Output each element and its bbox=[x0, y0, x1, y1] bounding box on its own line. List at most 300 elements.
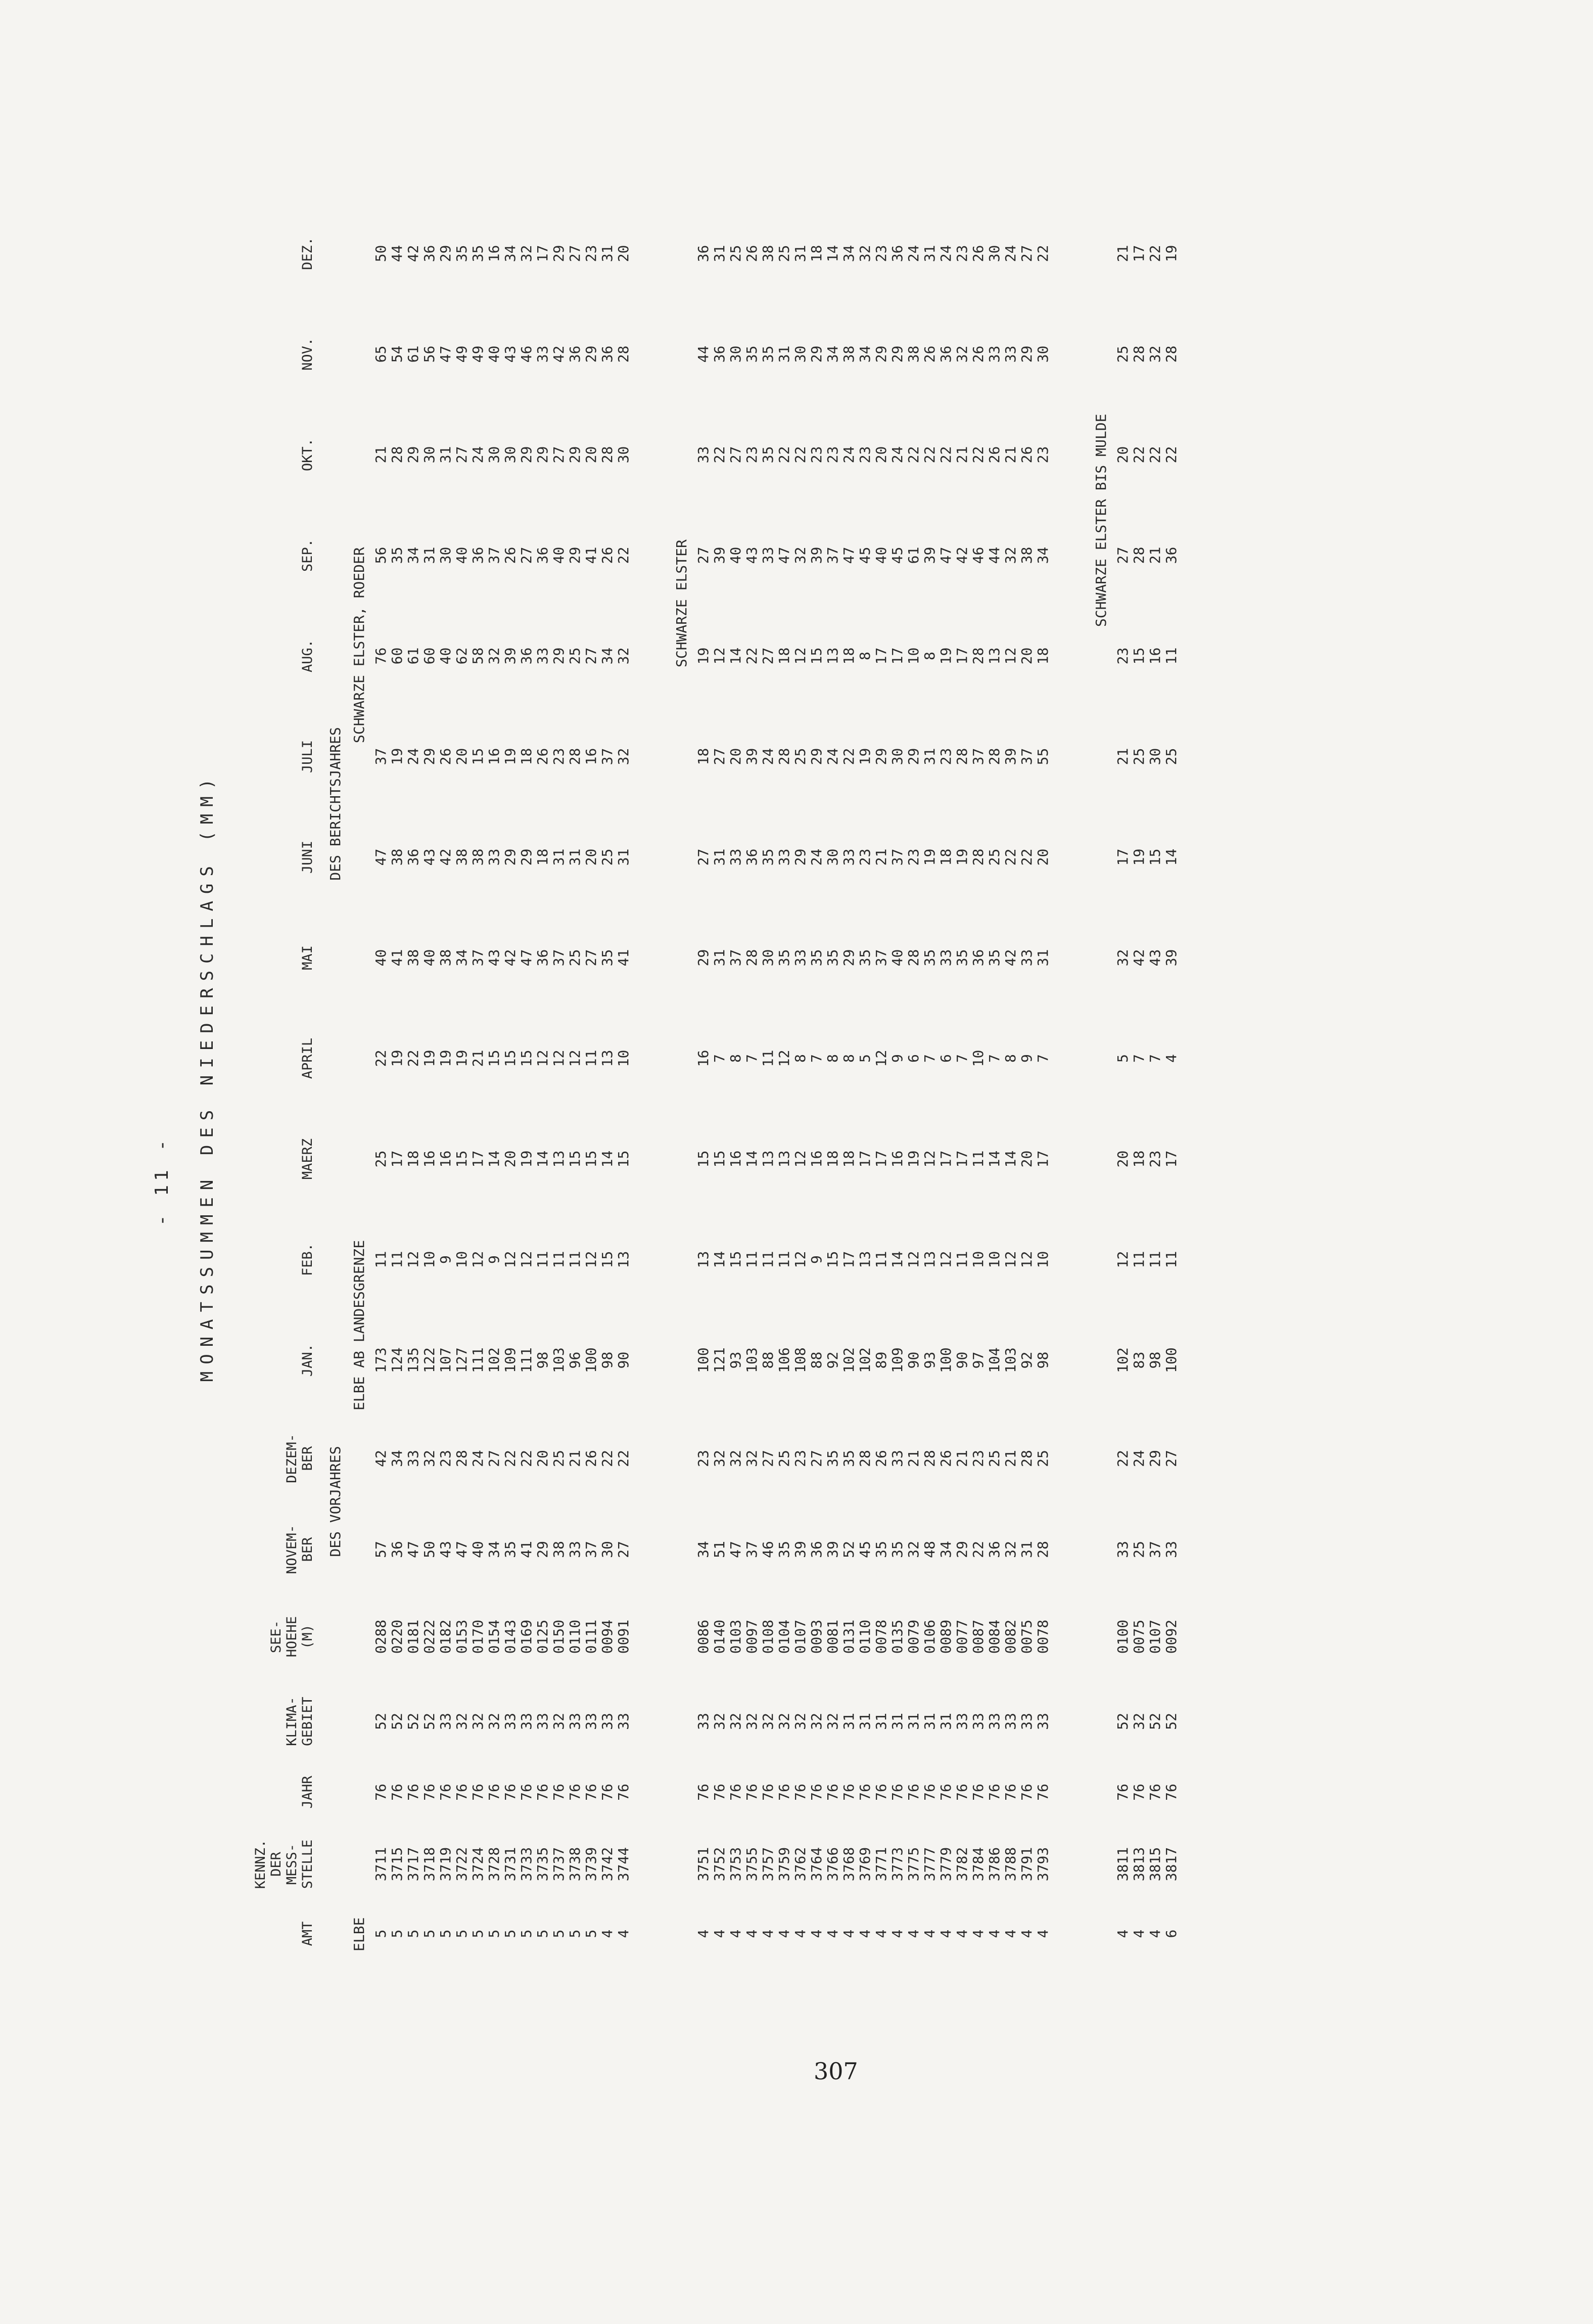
cell-jan: 104 bbox=[986, 1347, 1003, 1373]
cell-april: 7 bbox=[1147, 1054, 1163, 1063]
cell-dez-prev: 22 bbox=[1114, 1450, 1131, 1467]
cell-sep: 26 bbox=[502, 546, 519, 564]
table-row bbox=[438, 147, 454, 1962]
cell-jahr: 76 bbox=[421, 1784, 438, 1801]
cell-nov: 36 bbox=[711, 345, 728, 363]
cell-jan: 90 bbox=[954, 1351, 970, 1369]
cell-aug: 12 bbox=[711, 647, 728, 665]
cell-jan: 107 bbox=[437, 1347, 454, 1373]
cell-dez: 36 bbox=[421, 245, 438, 262]
cell-jahr: 76 bbox=[727, 1784, 744, 1801]
cell-jan: 111 bbox=[470, 1347, 486, 1373]
cell-sep: 46 bbox=[970, 546, 987, 564]
cell-jahr: 76 bbox=[389, 1784, 405, 1801]
cell-mai: 40 bbox=[421, 949, 438, 967]
cell-juni: 31 bbox=[615, 848, 632, 866]
cell-mai: 36 bbox=[970, 949, 987, 967]
cell-mai: 28 bbox=[905, 949, 922, 967]
cell-juli: 29 bbox=[808, 748, 825, 765]
cell-nov-prev: 29 bbox=[534, 1541, 551, 1558]
cell-okt: 27 bbox=[727, 446, 744, 464]
table-row bbox=[599, 147, 616, 1962]
cell-jan: 106 bbox=[776, 1347, 792, 1373]
cell-dez-prev: 35 bbox=[840, 1450, 857, 1467]
cell-see: 0079 bbox=[905, 1619, 922, 1654]
cell-feb: 11 bbox=[760, 1251, 776, 1268]
cell-juni: 19 bbox=[1131, 848, 1147, 866]
cell-klima: 32 bbox=[550, 1713, 567, 1730]
cell-mai: 39 bbox=[1163, 949, 1180, 967]
cell-nov: 44 bbox=[695, 345, 712, 363]
cell-klima: 31 bbox=[840, 1713, 857, 1730]
cell-amt: 5 bbox=[470, 1929, 486, 1938]
cell-see: 0086 bbox=[695, 1619, 712, 1654]
cell-juni: 18 bbox=[938, 848, 954, 866]
cell-jan: 135 bbox=[405, 1347, 421, 1373]
cell-nov: 46 bbox=[518, 345, 535, 363]
cell-okt: 20 bbox=[1114, 446, 1131, 464]
cell-sep: 43 bbox=[743, 546, 760, 564]
cell-amt: 4 bbox=[1114, 1929, 1131, 1938]
table-row bbox=[1035, 147, 1051, 1962]
cell-nov-prev: 39 bbox=[824, 1541, 841, 1558]
cell-nov-prev: 41 bbox=[518, 1541, 535, 1558]
cell-klima: 32 bbox=[470, 1713, 486, 1730]
cell-amt: 4 bbox=[599, 1929, 616, 1938]
cell-kennz: 3757 bbox=[760, 1847, 776, 1882]
cell-jahr: 76 bbox=[792, 1784, 809, 1801]
table-row bbox=[809, 147, 825, 1962]
cell-okt: 20 bbox=[583, 446, 599, 464]
cell-april: 12 bbox=[550, 1050, 567, 1067]
cell-april: 12 bbox=[567, 1050, 583, 1067]
cell-april: 7 bbox=[808, 1054, 825, 1063]
cell-jan: 83 bbox=[1131, 1351, 1147, 1369]
header-berichtsjahr: DES BERICHTSJAHRES bbox=[327, 727, 344, 881]
cell-feb: 12 bbox=[518, 1251, 535, 1268]
cell-nov-prev: 46 bbox=[760, 1541, 776, 1558]
cell-april: 19 bbox=[389, 1050, 405, 1067]
cell-nov: 38 bbox=[905, 345, 922, 363]
section-label-right: SCHWARZE ELSTER BIS MULDE bbox=[1093, 414, 1109, 627]
cell-mai: 30 bbox=[760, 949, 776, 967]
section-title bbox=[667, 147, 695, 1962]
cell-nov-prev: 28 bbox=[1035, 1541, 1051, 1558]
cell-jan: 90 bbox=[615, 1351, 632, 1369]
cell-jan: 102 bbox=[1114, 1347, 1131, 1373]
cell-kennz: 3813 bbox=[1131, 1847, 1147, 1882]
cell-jahr: 76 bbox=[1131, 1784, 1147, 1801]
cell-sep: 21 bbox=[1147, 546, 1163, 564]
cell-amt: 5 bbox=[502, 1929, 519, 1938]
cell-april: 5 bbox=[1114, 1054, 1131, 1063]
cell-klima: 32 bbox=[760, 1713, 776, 1730]
cell-nov: 25 bbox=[1114, 345, 1131, 363]
cell-okt: 29 bbox=[534, 446, 551, 464]
cell-amt: 4 bbox=[792, 1929, 809, 1938]
cell-maerz: 16 bbox=[727, 1150, 744, 1168]
cell-see: 0153 bbox=[453, 1619, 470, 1654]
cell-dez: 31 bbox=[921, 245, 938, 262]
cell-april: 12 bbox=[534, 1050, 551, 1067]
cell-juli: 26 bbox=[437, 748, 454, 765]
table-row bbox=[695, 147, 712, 1962]
cell-juni: 23 bbox=[905, 848, 922, 866]
cell-juni: 33 bbox=[486, 848, 502, 866]
table-row bbox=[389, 147, 405, 1962]
cell-amt: 5 bbox=[389, 1929, 405, 1938]
cell-sep: 31 bbox=[421, 546, 438, 564]
cell-april: 22 bbox=[405, 1050, 421, 1067]
cell-april: 9 bbox=[889, 1054, 906, 1063]
cell-sep: 38 bbox=[1018, 546, 1035, 564]
cell-mai: 35 bbox=[921, 949, 938, 967]
cell-jan: 103 bbox=[743, 1347, 760, 1373]
cell-april: 6 bbox=[905, 1054, 922, 1063]
cell-jan: 100 bbox=[1163, 1347, 1180, 1373]
cell-jahr: 76 bbox=[1018, 1784, 1035, 1801]
cell-juli: 39 bbox=[1002, 748, 1019, 765]
cell-maerz: 15 bbox=[695, 1150, 712, 1168]
cell-sep: 40 bbox=[550, 546, 567, 564]
cell-aug: 15 bbox=[808, 647, 825, 665]
cell-sep: 26 bbox=[599, 546, 616, 564]
cell-amt: 5 bbox=[583, 1929, 599, 1938]
cell-kennz: 3724 bbox=[470, 1847, 486, 1882]
cell-nov-prev: 34 bbox=[938, 1541, 954, 1558]
section-label-right: SCHWARZE ELSTER, ROEDER bbox=[351, 547, 367, 743]
cell-juni: 25 bbox=[599, 848, 616, 866]
cell-maerz: 14 bbox=[986, 1150, 1003, 1168]
cell-sep: 45 bbox=[857, 546, 873, 564]
cell-mai: 31 bbox=[1035, 949, 1051, 967]
cell-sep: 30 bbox=[437, 546, 454, 564]
cell-dez: 23 bbox=[954, 245, 970, 262]
cell-sep: 61 bbox=[905, 546, 922, 564]
cell-nov: 29 bbox=[873, 345, 889, 363]
cell-kennz: 3817 bbox=[1163, 1847, 1180, 1882]
cell-maerz: 13 bbox=[760, 1150, 776, 1168]
cell-maerz: 15 bbox=[711, 1150, 728, 1168]
cell-kennz: 3782 bbox=[954, 1847, 970, 1882]
table-row bbox=[470, 147, 486, 1962]
cell-juli: 37 bbox=[1018, 748, 1035, 765]
cell-amt: 4 bbox=[824, 1929, 841, 1938]
cell-juni: 47 bbox=[372, 848, 389, 866]
cell-april: 21 bbox=[470, 1050, 486, 1067]
cell-dez-prev: 25 bbox=[776, 1450, 792, 1467]
cell-juli: 20 bbox=[727, 748, 744, 765]
cell-okt: 22 bbox=[776, 446, 792, 464]
cell-nov: 30 bbox=[727, 345, 744, 363]
cell-feb: 13 bbox=[857, 1251, 873, 1268]
cell-nov: 34 bbox=[824, 345, 841, 363]
cell-maerz: 17 bbox=[1163, 1150, 1180, 1168]
cell-juni: 31 bbox=[567, 848, 583, 866]
cell-dez-prev: 28 bbox=[857, 1450, 873, 1467]
cell-kennz: 3718 bbox=[421, 1847, 438, 1882]
cell-juni: 28 bbox=[970, 848, 987, 866]
cell-jahr: 76 bbox=[857, 1784, 873, 1801]
cell-nov: 33 bbox=[986, 345, 1003, 363]
cell-okt: 33 bbox=[695, 446, 712, 464]
cell-amt: 4 bbox=[873, 1929, 889, 1938]
cell-aug: 23 bbox=[1114, 647, 1131, 665]
cell-okt: 29 bbox=[405, 446, 421, 464]
cell-see: 0078 bbox=[873, 1619, 889, 1654]
cell-feb: 10 bbox=[1035, 1251, 1051, 1268]
cell-nov-prev: 36 bbox=[808, 1541, 825, 1558]
cell-mai: 27 bbox=[583, 949, 599, 967]
cell-see: 0131 bbox=[840, 1619, 857, 1654]
cell-kennz: 3717 bbox=[405, 1847, 421, 1882]
cell-mai: 25 bbox=[567, 949, 583, 967]
cell-aug: 22 bbox=[743, 647, 760, 665]
cell-maerz: 14 bbox=[486, 1150, 502, 1168]
cell-klima: 32 bbox=[727, 1713, 744, 1730]
cell-juli: 21 bbox=[1114, 748, 1131, 765]
page-number: 307 bbox=[814, 2058, 858, 2085]
cell-dez: 31 bbox=[599, 245, 616, 262]
cell-mai: 29 bbox=[695, 949, 712, 967]
cell-aug: 32 bbox=[615, 647, 632, 665]
section-title bbox=[345, 147, 373, 1962]
cell-jahr: 76 bbox=[1035, 1784, 1051, 1801]
cell-amt: 4 bbox=[695, 1929, 712, 1938]
cell-maerz: 17 bbox=[938, 1150, 954, 1168]
cell-juli: 24 bbox=[405, 748, 421, 765]
cell-dez: 19 bbox=[1163, 245, 1180, 262]
cell-amt: 4 bbox=[970, 1929, 987, 1938]
cell-okt: 23 bbox=[743, 446, 760, 464]
cell-kennz: 3777 bbox=[921, 1847, 938, 1882]
cell-juni: 22 bbox=[1018, 848, 1035, 866]
cell-april: 10 bbox=[970, 1050, 987, 1067]
cell-see: 0107 bbox=[792, 1619, 809, 1654]
header-see: SEE- HOEHE (M) bbox=[268, 1616, 315, 1658]
cell-maerz: 18 bbox=[824, 1150, 841, 1168]
cell-nov: 28 bbox=[615, 345, 632, 363]
table-body bbox=[345, 147, 1180, 1962]
cell-aug: 20 bbox=[1018, 647, 1035, 665]
cell-dez: 23 bbox=[583, 245, 599, 262]
cell-okt: 35 bbox=[760, 446, 776, 464]
cell-jan: 173 bbox=[372, 1347, 389, 1373]
cell-maerz: 14 bbox=[599, 1150, 616, 1168]
cell-okt: 22 bbox=[1163, 446, 1180, 464]
header-juni: JUNI bbox=[300, 840, 315, 874]
cell-klima: 33 bbox=[583, 1713, 599, 1730]
cell-sep: 33 bbox=[760, 546, 776, 564]
cell-jan: 98 bbox=[599, 1351, 616, 1369]
cell-see: 0075 bbox=[1018, 1619, 1035, 1654]
cell-nov: 49 bbox=[453, 345, 470, 363]
cell-mai: 35 bbox=[808, 949, 825, 967]
cell-nov: 34 bbox=[857, 345, 873, 363]
cell-juni: 20 bbox=[1035, 848, 1051, 866]
cell-jan: 102 bbox=[486, 1347, 502, 1373]
table-row bbox=[1115, 147, 1131, 1962]
cell-dez: 38 bbox=[760, 245, 776, 262]
header-dez: DEZ. bbox=[300, 237, 315, 270]
cell-dez-prev: 26 bbox=[938, 1450, 954, 1467]
cell-amt: 6 bbox=[1163, 1929, 1180, 1938]
cell-see: 0077 bbox=[954, 1619, 970, 1654]
cell-kennz: 3751 bbox=[695, 1847, 712, 1882]
cell-jan: 127 bbox=[453, 1347, 470, 1373]
cell-see: 0108 bbox=[760, 1619, 776, 1654]
cell-dez: 22 bbox=[1035, 245, 1051, 262]
table-row bbox=[421, 147, 438, 1962]
cell-okt: 29 bbox=[567, 446, 583, 464]
cell-nov-prev: 37 bbox=[743, 1541, 760, 1558]
cell-april: 12 bbox=[776, 1050, 792, 1067]
cell-see: 0093 bbox=[808, 1619, 825, 1654]
cell-kennz: 3759 bbox=[776, 1847, 792, 1882]
table-row bbox=[1003, 147, 1019, 1962]
table-row bbox=[373, 147, 389, 1962]
header-subrow bbox=[327, 147, 345, 1962]
cell-kennz: 3775 bbox=[905, 1847, 922, 1882]
cell-nov-prev: 33 bbox=[1114, 1541, 1131, 1558]
cell-jahr: 76 bbox=[840, 1784, 857, 1801]
cell-nov: 33 bbox=[534, 345, 551, 363]
cell-kennz: 3755 bbox=[743, 1847, 760, 1882]
cell-see: 0091 bbox=[615, 1619, 632, 1654]
cell-juli: 55 bbox=[1035, 748, 1051, 765]
cell-see: 0110 bbox=[857, 1619, 873, 1654]
cell-okt: 22 bbox=[792, 446, 809, 464]
cell-jan: 103 bbox=[550, 1347, 567, 1373]
cell-mai: 33 bbox=[938, 949, 954, 967]
cell-klima: 31 bbox=[905, 1713, 922, 1730]
cell-aug: 61 bbox=[405, 647, 421, 665]
table-row bbox=[1019, 147, 1035, 1962]
cell-maerz: 20 bbox=[1018, 1150, 1035, 1168]
section-gap bbox=[1051, 147, 1087, 1962]
cell-aug: 18 bbox=[1035, 647, 1051, 665]
cell-see: 0154 bbox=[486, 1619, 502, 1654]
table-row bbox=[970, 147, 987, 1962]
cell-kennz: 3769 bbox=[857, 1847, 873, 1882]
cell-see: 0084 bbox=[986, 1619, 1003, 1654]
cell-dez: 24 bbox=[938, 245, 954, 262]
cell-sep: 27 bbox=[695, 546, 712, 564]
header-jahr: JAHR bbox=[300, 1775, 315, 1809]
cell-juli: 20 bbox=[453, 748, 470, 765]
cell-feb: 9 bbox=[437, 1255, 454, 1264]
cell-nov: 61 bbox=[405, 345, 421, 363]
cell-mai: 37 bbox=[470, 949, 486, 967]
cell-jan: 100 bbox=[583, 1347, 599, 1373]
cell-sep: 42 bbox=[954, 546, 970, 564]
cell-dez-prev: 27 bbox=[1163, 1450, 1180, 1467]
cell-nov-prev: 39 bbox=[792, 1541, 809, 1558]
cell-amt: 4 bbox=[1018, 1929, 1035, 1938]
cell-juni: 35 bbox=[760, 848, 776, 866]
cell-jan: 100 bbox=[695, 1347, 712, 1373]
table-row bbox=[760, 147, 776, 1962]
cell-maerz: 13 bbox=[550, 1150, 567, 1168]
cell-see: 0103 bbox=[727, 1619, 744, 1654]
cell-dez: 24 bbox=[905, 245, 922, 262]
cell-dez: 32 bbox=[857, 245, 873, 262]
cell-amt: 4 bbox=[615, 1929, 632, 1938]
cell-amt: 4 bbox=[711, 1929, 728, 1938]
cell-april: 7 bbox=[1131, 1054, 1147, 1063]
cell-jahr: 76 bbox=[437, 1784, 454, 1801]
cell-maerz: 14 bbox=[743, 1150, 760, 1168]
cell-okt: 22 bbox=[970, 446, 987, 464]
cell-april: 19 bbox=[453, 1050, 470, 1067]
cell-juni: 19 bbox=[921, 848, 938, 866]
cell-jan: 93 bbox=[921, 1351, 938, 1369]
cell-jan: 98 bbox=[1147, 1351, 1163, 1369]
cell-juli: 25 bbox=[1163, 748, 1180, 765]
cell-aug: 25 bbox=[567, 647, 583, 665]
cell-mai: 41 bbox=[389, 949, 405, 967]
cell-dez: 16 bbox=[486, 245, 502, 262]
cell-mai: 41 bbox=[615, 949, 632, 967]
cell-april: 7 bbox=[921, 1054, 938, 1063]
cell-juli: 16 bbox=[583, 748, 599, 765]
cell-april: 19 bbox=[421, 1050, 438, 1067]
cell-okt: 27 bbox=[550, 446, 567, 464]
cell-jan: 108 bbox=[792, 1347, 809, 1373]
cell-jan: 89 bbox=[873, 1351, 889, 1369]
cell-sep: 22 bbox=[615, 546, 632, 564]
cell-klima: 31 bbox=[921, 1713, 938, 1730]
cell-feb: 12 bbox=[1018, 1251, 1035, 1268]
cell-aug: 34 bbox=[599, 647, 616, 665]
cell-aug: 12 bbox=[1002, 647, 1019, 665]
cell-nov-prev: 25 bbox=[1131, 1541, 1147, 1558]
cell-aug: 16 bbox=[1147, 647, 1163, 665]
cell-nov-prev: 45 bbox=[857, 1541, 873, 1558]
cell-see: 0110 bbox=[567, 1619, 583, 1654]
table-row bbox=[405, 147, 421, 1962]
cell-dez: 23 bbox=[873, 245, 889, 262]
cell-juli: 26 bbox=[534, 748, 551, 765]
cell-okt: 21 bbox=[954, 446, 970, 464]
cell-jahr: 76 bbox=[1002, 1784, 1019, 1801]
cell-nov-prev: 31 bbox=[1018, 1541, 1035, 1558]
cell-jan: 102 bbox=[857, 1347, 873, 1373]
header-amt: AMT bbox=[300, 1921, 315, 1946]
cell-mai: 37 bbox=[727, 949, 744, 967]
cell-klima: 32 bbox=[824, 1713, 841, 1730]
cell-sep: 36 bbox=[534, 546, 551, 564]
cell-juli: 39 bbox=[743, 748, 760, 765]
cell-dez-prev: 21 bbox=[567, 1450, 583, 1467]
cell-feb: 12 bbox=[938, 1251, 954, 1268]
cell-amt: 4 bbox=[905, 1929, 922, 1938]
cell-klima: 32 bbox=[1131, 1713, 1147, 1730]
cell-okt: 22 bbox=[905, 446, 922, 464]
cell-dez-prev: 26 bbox=[873, 1450, 889, 1467]
cell-jahr: 76 bbox=[970, 1784, 987, 1801]
cell-feb: 11 bbox=[550, 1251, 567, 1268]
cell-juli: 29 bbox=[421, 748, 438, 765]
cell-maerz: 17 bbox=[873, 1150, 889, 1168]
table-row bbox=[776, 147, 792, 1962]
cell-nov-prev: 22 bbox=[970, 1541, 987, 1558]
cell-juli: 29 bbox=[905, 748, 922, 765]
cell-dez: 35 bbox=[470, 245, 486, 262]
cell-mai: 35 bbox=[857, 949, 873, 967]
cell-jan: 92 bbox=[1018, 1351, 1035, 1369]
cell-okt: 27 bbox=[453, 446, 470, 464]
